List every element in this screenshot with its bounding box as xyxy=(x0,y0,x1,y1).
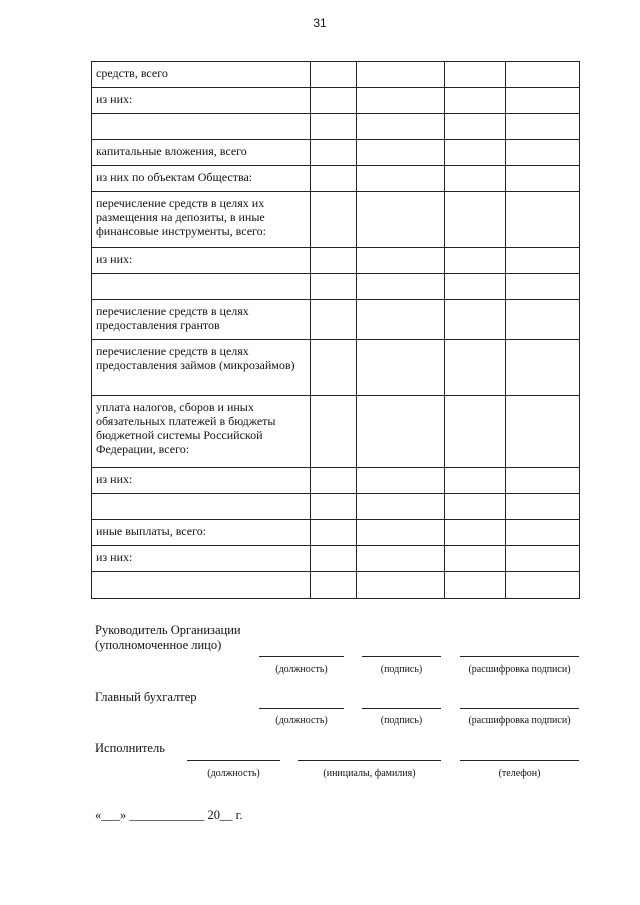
table-row xyxy=(92,248,580,274)
row-label: капитальные вложения, всего xyxy=(92,140,311,166)
value-cell[interactable] xyxy=(445,468,506,494)
accountant-caption-decode: (расшифровка подписи) xyxy=(468,715,571,726)
head-label-line1: Руководитель Организации xyxy=(95,623,241,637)
table-row xyxy=(92,274,580,300)
value-cell[interactable] xyxy=(506,88,580,114)
value-cell[interactable] xyxy=(311,192,357,248)
value-cell[interactable] xyxy=(311,340,357,396)
executor-position-line[interactable] xyxy=(187,760,280,761)
accountant-position-line[interactable] xyxy=(259,708,344,709)
row-label: перечисление средств в целях предоставления грантов xyxy=(92,300,311,340)
value-cell[interactable] xyxy=(311,520,357,546)
executor-caption-position: (должность) xyxy=(207,768,260,779)
row-label: из них: xyxy=(92,468,311,494)
head-label xyxy=(95,623,241,653)
value-cell[interactable] xyxy=(311,396,357,468)
value-cell[interactable] xyxy=(357,192,445,248)
value-cell[interactable] xyxy=(311,166,357,192)
value-cell[interactable] xyxy=(357,166,445,192)
value-cell[interactable] xyxy=(445,494,506,520)
value-cell[interactable] xyxy=(357,300,445,340)
value-cell[interactable] xyxy=(445,396,506,468)
value-cell[interactable] xyxy=(445,274,506,300)
accountant-caption-position: (должность) xyxy=(275,715,328,726)
date-line: «___» ____________ 20__ г. xyxy=(95,808,243,822)
value-cell[interactable] xyxy=(357,468,445,494)
accountant-caption-signature: (подпись) xyxy=(380,715,423,726)
table-row xyxy=(92,166,580,192)
value-cell[interactable] xyxy=(506,166,580,192)
value-cell[interactable] xyxy=(357,396,445,468)
row-label: средств, всего xyxy=(92,62,311,88)
accountant-decode-line[interactable] xyxy=(460,708,579,709)
value-cell[interactable] xyxy=(506,114,580,140)
table-row xyxy=(92,494,580,520)
executor-label: Исполнитель xyxy=(95,741,165,755)
financial-table xyxy=(91,61,580,599)
row-label: из них: xyxy=(92,248,311,274)
head-position-line[interactable] xyxy=(259,656,344,657)
value-cell[interactable] xyxy=(357,62,445,88)
value-cell[interactable] xyxy=(357,274,445,300)
table-row xyxy=(92,572,580,599)
table-row xyxy=(92,520,580,546)
value-cell[interactable] xyxy=(445,88,506,114)
head-caption-signature: (подпись) xyxy=(380,664,423,675)
table-row xyxy=(92,468,580,494)
head-decode-line[interactable] xyxy=(460,656,579,657)
value-cell[interactable] xyxy=(445,546,506,572)
value-cell[interactable] xyxy=(506,62,580,88)
row-label: уплата налогов, сборов и иных обязательных платежей в бюджеты бюджетной системы Российской Федерации, всего: xyxy=(92,396,311,468)
executor-phone-line[interactable] xyxy=(460,760,579,761)
row-label xyxy=(92,494,311,520)
value-cell[interactable] xyxy=(311,468,357,494)
head-label-line2: (уполномоченное лицо) xyxy=(95,638,222,652)
accountant-signature-line[interactable] xyxy=(362,708,441,709)
value-cell[interactable] xyxy=(445,340,506,396)
value-cell[interactable] xyxy=(357,546,445,572)
value-cell[interactable] xyxy=(445,572,506,599)
row-label: из них по объектам Общества: xyxy=(92,166,311,192)
value-cell[interactable] xyxy=(445,248,506,274)
value-cell[interactable] xyxy=(311,572,357,599)
value-cell[interactable] xyxy=(357,88,445,114)
value-cell[interactable] xyxy=(445,140,506,166)
value-cell[interactable] xyxy=(506,340,580,396)
value-cell[interactable] xyxy=(357,248,445,274)
value-cell[interactable] xyxy=(506,396,580,468)
value-cell[interactable] xyxy=(445,520,506,546)
value-cell[interactable] xyxy=(311,274,357,300)
value-cell[interactable] xyxy=(357,340,445,396)
value-cell[interactable] xyxy=(357,140,445,166)
value-cell[interactable] xyxy=(445,192,506,248)
value-cell[interactable] xyxy=(506,572,580,599)
value-cell[interactable] xyxy=(445,62,506,88)
head-caption-position: (должность) xyxy=(275,664,328,675)
row-label: иные выплаты, всего: xyxy=(92,520,311,546)
table-row xyxy=(92,62,580,88)
value-cell[interactable] xyxy=(357,494,445,520)
table-row xyxy=(92,396,580,468)
value-cell[interactable] xyxy=(506,274,580,300)
value-cell[interactable] xyxy=(506,192,580,248)
value-cell[interactable] xyxy=(357,114,445,140)
value-cell[interactable] xyxy=(506,546,580,572)
page-number: 31 xyxy=(313,16,327,30)
table-row xyxy=(92,192,580,248)
table-row xyxy=(92,114,580,140)
table-row xyxy=(92,300,580,340)
value-cell[interactable] xyxy=(311,546,357,572)
head-caption-decode: (расшифровка подписи) xyxy=(468,664,571,675)
row-label xyxy=(92,572,311,599)
value-cell[interactable] xyxy=(445,166,506,192)
row-label: перечисление средств в целях их размещения на депозиты, в иные финансовые инструменты, всего: xyxy=(92,192,311,248)
value-cell[interactable] xyxy=(311,248,357,274)
executor-name-line[interactable] xyxy=(298,760,441,761)
head-signature-line[interactable] xyxy=(362,656,441,657)
row-label xyxy=(92,274,311,300)
value-cell[interactable] xyxy=(357,572,445,599)
value-cell[interactable] xyxy=(506,140,580,166)
row-label xyxy=(92,114,311,140)
row-label: из них: xyxy=(92,546,311,572)
table-row xyxy=(92,340,580,396)
value-cell[interactable] xyxy=(311,62,357,88)
value-cell[interactable] xyxy=(311,140,357,166)
executor-caption-phone: (телефон) xyxy=(498,768,541,779)
value-cell[interactable] xyxy=(506,494,580,520)
value-cell[interactable] xyxy=(357,520,445,546)
value-cell[interactable] xyxy=(506,300,580,340)
value-cell[interactable] xyxy=(506,248,580,274)
row-label: перечисление средств в целях предоставления займов (микрозаймов) xyxy=(92,340,311,396)
table-row xyxy=(92,88,580,114)
value-cell[interactable] xyxy=(311,494,357,520)
value-cell[interactable] xyxy=(506,520,580,546)
value-cell[interactable] xyxy=(311,114,357,140)
value-cell[interactable] xyxy=(445,300,506,340)
value-cell[interactable] xyxy=(506,468,580,494)
executor-caption-name: (инициалы, фамилия) xyxy=(323,768,416,779)
value-cell[interactable] xyxy=(445,114,506,140)
table-row xyxy=(92,140,580,166)
table-row xyxy=(92,546,580,572)
value-cell[interactable] xyxy=(311,300,357,340)
accountant-label: Главный бухгалтер xyxy=(95,690,197,704)
value-cell[interactable] xyxy=(311,88,357,114)
row-label: из них: xyxy=(92,88,311,114)
